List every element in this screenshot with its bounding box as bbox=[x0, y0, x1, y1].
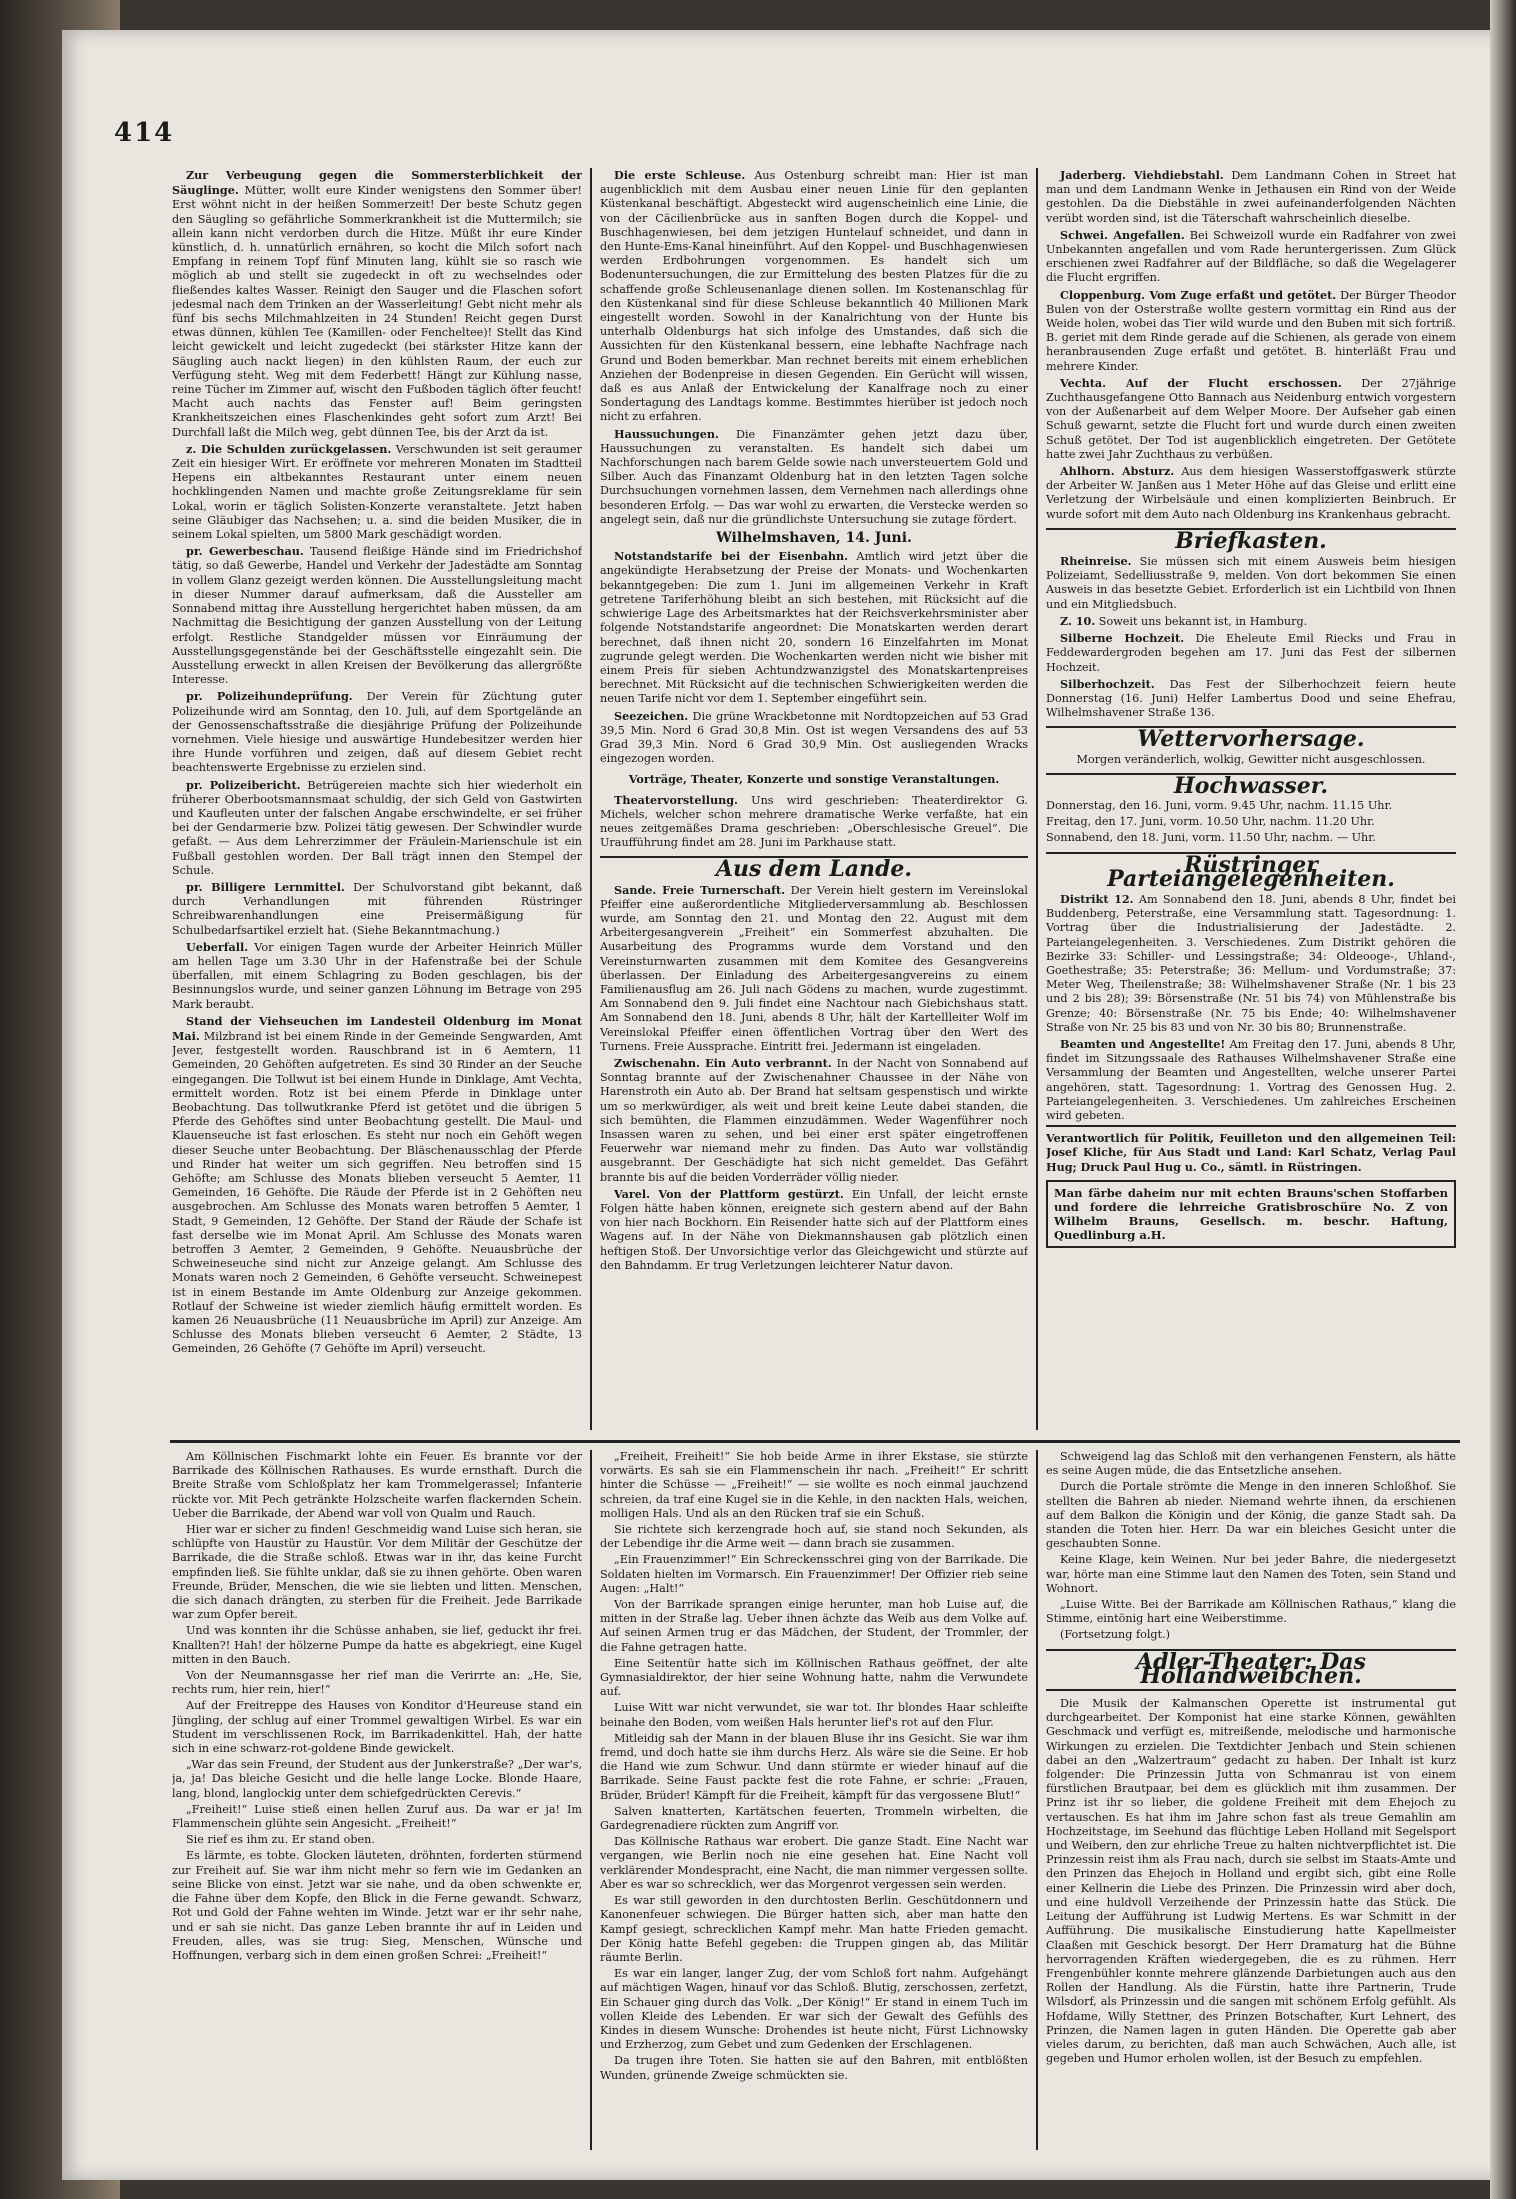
story-paragraph: (Fortsetzung folgt.) bbox=[1060, 1628, 1171, 1642]
article-text: Mütter, wollt eure Kinder wenigstens den Sommer über! Erst wöhnt nicht in der heißen Sommerzeit! Der beste Schutz gegen den Säugling so gefährliche Sommerkrankheit ist die Muttermilch; sie allein kann nicht verdorben durch die Hitze. Müßt ihr eure Kinder künstlich, d. h. unnatürlich ernähren, so kocht die Milch sofort nach Empfang in reinem Topf fünf Minuten lang, kühlt sie so rasch wie möglich ab und stellt sie zugedeckt in oft zu wechselndes oder fließendes kaltes Wasser. Reinigt den Sauger und die Flaschen sofort jedesmal nach dem Trinken an der Wasserleitung! Gebt nicht mehr als fünf bis sechs Milchmahlzeiten in 24 Stunden! Reicht gegen Durst etwas dünnen, kühlen Tee (Kamillen- oder Fencheltee)! Stellt das Kind leicht gewickelt und leicht zugedeckt (bei stärkster Hitze kann der Säugling auch nackt liegen) in den kühlsten Raum, der euch zur Verfügung steht. Weg mit dem Federbett! Hängt zur Kühlung nasse, reine Tücher im Zimmer auf, wischt den Fußboden täglich öfter feucht! Macht auch nachts das Fenster auf! Beim geringsten Krankheitszeichen eines Flaschenkindes geht sofort zum Arzt! Bei Durchfall laßt die Milch weg, gebt dünnen Tee, bis der Arzt da ist. bbox=[172, 184, 582, 439]
article-lead: Ahlhorn. Absturz. bbox=[1060, 464, 1175, 479]
story-paragraph: Es war ein langer, langer Zug, der vom Schloß fort nahm. Aufgehängt auf mächtigen Wagen, hinauf vor das Schloß. Blutig, zerschossen, zerfetzt, Ein Schauer ging durch das Volk. „Der König!“ Er stand in einem Tuch im vollen Kleide des Lebenden. Er war sich der Gewalt des Gefühls des Kindes in diesem Wunsche: Drohendes ist heute nicht, Fürst Lichnowsky und Erzherzog, zum Gebet und zum Gedenken der Erschlagenen. bbox=[600, 1967, 1028, 2052]
article-paragraph bbox=[1046, 614, 1456, 629]
article-lead: Zur Verbeugung gegen die Sommersterblichkeit der Säuglinge. bbox=[172, 168, 582, 198]
article-paragraph bbox=[172, 778, 582, 878]
article-paragraph bbox=[1046, 892, 1456, 1035]
article-paragraph bbox=[172, 689, 582, 775]
article-text: Das Fest der Silberhochzeit feiern heute Donnerstag (16. Juni) Helfer Lambertus Dood und seine Ehefrau, Wilhelmshavener Straße 136. bbox=[1046, 677, 1456, 720]
story-paragraph: Sie rief es ihm zu. Er stand oben. bbox=[186, 1833, 375, 1847]
section-heading: Briefkasten. bbox=[1046, 528, 1456, 548]
article-text: Der Verein hielt gestern im Vereinslokal Pfeiffer eine außerordentliche Mitgliederversammlung ab. Beschlossen wurde, am Sonntag den 21. und Montag den 22. August mit dem Arbeitergesangverein „Freiheit“ ein Sommerfest abzuhalten. Die Ausarbeitung des Programms wurde dem Vorstand und den Vereinsturnwarten zusammen mit dem Komitee des Gesangvereins überlassen. Der Einladung des Arbeitergesangvereins zu einem Familienausflug am 26. Juli nach Gödens zu machen, wurde zugestimmt. Am Sonnabend den 9. Juli findet eine Nachtour nach Giebichshaus statt. Am Sonnabend den 18. Juni, abends 8 Uhr, hält der Kartellleiter Wolf im Vereinslokal Pfeiffer einen öffentlichen Vortrag über den Wert des Turnens. Freie Aussprache. Eintritt frei. Jedermann ist eingeladen. bbox=[600, 883, 1028, 1053]
column-rule bbox=[1036, 168, 1038, 1430]
article-text: In der Nacht von Sonnabend auf Sonntag brannte auf der Zwischenahner Chaussee in der Nähe von Harenstroth ein Auto ab. Der Brand hat seltsam gespenstisch und wirkte um so merkwürdiger, als weit und breit keine Leute dabei standen, die sich bemühten, die Flammen einzudämmen. Weder Wagenführer noch Insassen waren zu sehen, und bei einer erst später eingetroffenen Feuerwehr war niemand mehr zu finden. Das Auto war vollständig ausgebrannt. Der Geschädigte hat sich nicht gemeldet. Das Gefährt brannte bis auf die beiden Vorderräder völlig nieder. bbox=[600, 1056, 1028, 1184]
page-edge bbox=[1490, 0, 1516, 2199]
story-paragraph: „Freiheit, Freiheit!“ Sie hob beide Arme in ihrer Ekstase, sie stürzte vorwärts. Es sah sie ein Flammenschein ihr nach. „Freiheit!“ Er schritt hinter die Schüsse — „Freiheit!“ — sie wollte es noch einmal jauchzend schreien, da traf eine Kugel sie in die Kehle, in den nackten Hals, weichen, molligen Hals. Und als an den Rücken traf sie ein Schuß. bbox=[600, 1450, 1028, 1520]
article-lead: Ueberfall. bbox=[186, 939, 249, 954]
article-paragraph bbox=[1046, 228, 1456, 286]
article-paragraph bbox=[172, 442, 582, 542]
article-paragraph bbox=[1046, 677, 1456, 721]
article-paragraph bbox=[1046, 631, 1456, 675]
article-paragraph bbox=[600, 1187, 1028, 1273]
article-lead: Silberhochzeit. bbox=[1060, 676, 1155, 691]
story-paragraph: Sie richtete sich kerzengrade hoch auf, sie stand noch Sekunden, als der Lebendige ihr die Arme weit — dann brach sie zusammen. bbox=[600, 1523, 1028, 1551]
story-paragraph: Mitleidig sah der Mann in der blauen Bluse ihr ins Gesicht. Sie war ihm fremd, und doch hatte sie ihm durchs Herz. Als wäre sie die Seine. Er hob die Hand wie zum Schwur. Und dann stürmte er wieder hinauf auf die Barrikade. Seine Faust packte fest die rote Fahne, er schrie: „Frauen, Brüder, Brüder! Kämpft für die Freiheit, kämpft für das vergossene Blut!“ bbox=[600, 1731, 1028, 1802]
forecast-text: Morgen veränderlich, wolkig, Gewitter nicht ausgeschlossen. bbox=[1076, 752, 1426, 766]
article-paragraph bbox=[1046, 464, 1456, 522]
article-lead: Distrikt 12. bbox=[1060, 891, 1134, 906]
article-lead: Sande. Freie Turnerschaft. bbox=[614, 882, 786, 897]
section-heading: Hochwasser. bbox=[1046, 773, 1456, 793]
newspaper-page bbox=[62, 30, 1502, 2180]
page-number: 414 bbox=[114, 118, 175, 148]
story-paragraph: Am Köllnischen Fischmarkt lohte ein Feuer. Es brannte vor der Barrikade des Köllnischen Rathauses. Es wurde ernsthaft. Durch die Breite Straße vom Schloßplatz her kam Trommelgerassel; Infanterie rückte vor. Mit Pech getränkte Holzscheite warfen flackernden Schein. Ueber die Barrikade, der Abend war voll von Qualm und Rauch. bbox=[172, 1450, 582, 1520]
article-lead: Haussuchungen. bbox=[614, 426, 719, 441]
tide-line: Freitag, den 17. Juni, vorm. 10.50 Uhr, nachm. 11.20 Uhr. bbox=[1046, 815, 1375, 829]
section-heading: Aus dem Lande. bbox=[600, 856, 1028, 876]
imprint: Verantwortlich für Politik, Feuilleton und den allgemeinen Teil: Josef Kliche, für Aus Stadt und Land: Karl Schatz, Verlag Paul Hug; Druck Paul Hug u. Co., sämtl. in Rüstringen. bbox=[1046, 1125, 1456, 1174]
article-lead: pr. Polizeibericht. bbox=[186, 777, 301, 792]
article-lead: Stand der Viehseuchen im Landesteil Oldenburg im Monat Mai. bbox=[172, 1013, 582, 1043]
article-text: Der 27jährige Zuchthausgefangene Otto Bannach aus Neidenburg entwich vorgestern von der Außenarbeit auf dem Welper Moore. Der Aufseher gab einen Schuß gewarnt, setzte die Flucht fort und wurde durch einen zweiten Schuß getötet. Der Tod ist augenblicklich eingetreten. Der Getötete hatte zwei Jahr Zuchthaus zu verbüßen. bbox=[1046, 376, 1456, 461]
story-paragraph: Und was konnten ihr die Schüsse anhaben, sie lief, geduckt ihr frei. Knallten?! Hah! der hölzerne Pumpe da hatte es abgekriegt, eine Kugel mitten in den Bauch. bbox=[172, 1624, 582, 1666]
article-lead: Notstandstarife bei der Eisenbahn. bbox=[614, 549, 849, 564]
article-paragraph bbox=[1046, 168, 1456, 226]
article-text: Aus dem hiesigen Wasserstoffgaswerk stürzte der Arbeiter W. Janßen aus 1 Meter Höhe auf das Gleise und erlitt eine Verletzung der Wirbelsäule und einen komplizierten Beinbruch. Er wurde sofort mit dem Auto nach Oldenburg ins Krankenhaus gebracht. bbox=[1046, 465, 1456, 521]
story-paragraph: Das Köllnische Rathaus war erobert. Die ganze Stadt. Eine Nacht war vergangen, wie Berlin noch nie eine gesehen hat. Eine Nacht voll verklärender Mondespracht, eine Nacht, die man nimmer vergessen sollte. Aber es war so schrecklich, wer das Morgenrot vergessen sein werden. bbox=[600, 1835, 1028, 1891]
section-subheading: Vorträge, Theater, Konzerte und sonstige Veranstaltungen. bbox=[628, 772, 1000, 787]
article-paragraph bbox=[600, 549, 1028, 706]
story-paragraph: „Freiheit!“ Luise stieß einen hellen Zuruf aus. Da war er ja! Im Flammenschein glühte sein Angesicht. „Freiheit!“ bbox=[172, 1802, 582, 1831]
story-paragraph: Durch die Portale strömte die Menge in den inneren Schloßhof. Sie stellten die Bahren ab nieder. Niemand wehrte ihnen, da erschienen auf dem Balkon die Königin und der König, die ganze Stadt sah. Da standen die Toten hier. Herr. Da war ein bleiches Gesicht unter die geschaubten Sonne. bbox=[1046, 1480, 1456, 1551]
article-paragraph bbox=[600, 1056, 1028, 1185]
article-paragraph bbox=[172, 168, 582, 440]
article-paragraph bbox=[600, 427, 1028, 527]
article-paragraph bbox=[600, 883, 1028, 1054]
article-paragraph bbox=[1046, 288, 1456, 374]
article-lead: Z. 10. bbox=[1060, 613, 1096, 628]
column-rule bbox=[590, 168, 592, 1430]
article-paragraph bbox=[600, 793, 1028, 851]
story-paragraph: Luise Witt war nicht verwundet, sie war tot. Ihr blondes Haar schleifte beinahe den Boden, vom weißen Hals herunter lief's rot auf den Flur. bbox=[600, 1701, 1028, 1729]
story-paragraph: Schweigend lag das Schloß mit den verhangenen Fenstern, als hätte es seine Augen müde, die das Entsetzliche ansehen. bbox=[1046, 1450, 1456, 1478]
article-lead: z. Die Schulden zurückgelassen. bbox=[186, 441, 392, 456]
story-paragraph: Salven knatterten, Kartätschen feuerten, Trommeln wirbelten, die Gardegrenadiere rückten zum Angriff vor. bbox=[600, 1804, 1028, 1833]
article-text: Die grüne Wrackbetonne mit Nordtopzeichen auf 53 Grad 39,5 Min. Nord 6 Grad 30,8 Min. Ost ist wegen Versandens des auf 53 Grad 39,3 Min. Nord 6 Grad 30,9 Min. Ost ausliegenden Wracks eingezogen worden. bbox=[600, 709, 1028, 766]
article-text: Ein Unfall, der leicht ernste Folgen hätte haben können, ereignete sich gestern abend auf der Bahn von hier nach Bockhorn. Ein Reisender hatte sich auf der Plattform eines Wagens auf. In der Nähe von Diekmannshausen gab plötzlich einen heftigen Stoß. Der Unvorsichtige verlor das Gleichgewicht und stürzte auf den Bahndamm. Er trug Verletzungen leichterer Natur davon. bbox=[600, 1187, 1028, 1272]
story-paragraph: Von der Neumannsgasse her rief man die Verirrte an: „He, Sie, rechts rum, hier rein, hier!“ bbox=[172, 1669, 582, 1697]
theater-review-title: Adler-Theater: Das Hollandweibchen. bbox=[1046, 1649, 1456, 1691]
story-paragraph: Da trugen ihre Toten. Sie hatten sie auf den Bahren, mit entblößten Wunden, grünende Zweige schmückten sie. bbox=[600, 2054, 1028, 2082]
story-paragraph: Es lärmte, es tobte. Glocken läuteten, dröhnten, forderten stürmend zur Freiheit auf. Sie war ihm nicht mehr so fern wie im Gedanken an seine Blicke von einst. Jetzt war sie nahe, und da oben schwenkte er, die Fahne über dem Kopfe, den Blick in die Ferne gewandt. Schwarz, Rot und Gold der Fahne wehten im Winde. Jetzt war er ihr sehr nahe, und er sah sie nicht. Das ganze Leben brannte ihr auf in Leiden und Freuden, alles, was sie trug: Sieg, Menschen, Wünsche und Hoffnungen, verbarg sich in dem einen großen Schrei: „Freiheit!“ bbox=[172, 1849, 582, 1962]
tide-line: Donnerstag, den 16. Juni, vorm. 9.45 Uhr, nachm. 11.15 Uhr. bbox=[1046, 798, 1393, 812]
article-paragraph bbox=[172, 1014, 582, 1357]
article-paragraph bbox=[1046, 1037, 1456, 1123]
article-lead: Zwischenahn. Ein Auto verbrannt. bbox=[614, 1055, 832, 1070]
article-text: Der Verein für Züchtung guter Polizeihunde wird am Sonntag, den 10. Juli, auf dem Sportgelände an der Genossenschaftsstraße die diesjährige Prüfung der Polizeihunde vornehmen. Viele hiesige und auswärtige Hundebesitzer werden hier ihre Hunde vorführen und zeigen, daß auf diesem Gebiet recht beachtenswerte Ergebnisse zu erzielen sind. bbox=[172, 690, 582, 775]
story-paragraph: „Luise Witte. Bei der Barrikade am Köllnischen Rathaus,“ klang die Stimme, eintönig hart eine Weiberstimme. bbox=[1046, 1598, 1456, 1626]
article-lead: Beamten und Angestellte! bbox=[1060, 1036, 1226, 1051]
article-paragraph bbox=[172, 880, 582, 938]
column-rule bbox=[590, 1450, 592, 2150]
article-paragraph bbox=[172, 544, 582, 687]
article-lead: Die erste Schleuse. bbox=[614, 168, 746, 182]
article-lead: Jaderberg. Viehdiebstahl. bbox=[1060, 168, 1224, 182]
article-text: Sie müssen sich mit einem Ausweis beim hiesigen Polizeiamt, Sedelliusstraße 9, melden. Von dort bekommen Sie einen Ausweis in das besetzte Gebiet. Erforderlich ist ein Lichtbild von Ihnen und ein Mitgliedsbuch. bbox=[1046, 555, 1456, 611]
section-heading: Wettervorhersage. bbox=[1046, 726, 1456, 746]
section-divider bbox=[170, 1440, 1460, 1443]
article-text: Die Finanzämter gehen jetzt dazu über, Haussuchungen zu veranstalten. Es handelt sich dabei um Nachforschungen nach barem Gelde sowie nach unversteuertem Gold und Silber. Auch das Finanzamt Oldenburg hat in den letzten Tagen solche Durchsuchungen vornehmen lassen, dem Vernehmen nach allerdings ohne besonderen Erfolg. — Das war wohl zu erwarten, die Verstecke werden so angelegt sein, daß nur die gründlichste Untersuchung sie zutage fördert. bbox=[600, 427, 1028, 526]
article-lead: pr. Polizeihundeprüfung. bbox=[186, 689, 353, 704]
article-text: Am Sonnabend den 18. Juni, abends 8 Uhr, findet bei Buddenberg, Peterstraße, eine Versammlung statt. Tagesordnung: 1. Vortrag über die Industrialisierung der Jadestädte. 2. Parteiangelegenheiten. 3. Verschiedenes. Zum Distrikt gehören die Bezirke 33: Schiller- und Lessingstraße; 34: Oldeooge-, Uhland-, Goethestraße; 35: Peterstraße; 36: Mellum- und Vordumstraße; 37: Meter Weg, Theilenstraße; 38: Wilhelmshavener Straße (Nr. 1 bis 23 und 2 bis 28); 39: Börsenstraße (Nr. 51 bis 74) von Mühlenstraße bis Grenze; 40: Börsenstraße (Nr. 75 bis Ende; 40: Wilhelmshavener Straße von Nr. 25 bis 83 und von Nr. 30 bis 80; Brunnenstraße. bbox=[1046, 892, 1456, 1034]
theater-review-text: Die Musik der Kalmanschen Operette ist instrumental gut durchgearbeitet. Der Komponist hat eine starke Können, gewählten Geschmack und verfügt es, mitreißende, melodische und harmonische Wirkungen zu erzielen. Die Textdichter Jenbach und Stein schienen dabei an den „Walzertraum“ gedacht zu haben. Der Inhalt ist kurz folgender: Die Prinzessin Jutta von Schmanrau ist von einem fürstlichen Brautpaar, bei dem es glücklich mit ihm zusammen. Der Prinz ist ihr so lieber, die goldene Freiheit mit dem Ehejoch zu vertauschen. Es hat ihm im Jahre schon fast als treue Gemahlin am Hochzeitstage, im Seehund das flüchtige Leben Holland mit Segelsport und Weibern, den zur ehrliche Treue zu halten nichtverpflichtet ist. Die Prinzessin reist ihm als Frau nach, durch sie selbst im Staats-Amte und den Prinzen das Ehejoch in Holland und ergibt sich, gibt eine Rolle einer Kellnerin die Liebe des Prinzen. Die Prinzessin wird aber doch, und eine huldvoll Verzeihende der Prinzessin hatte das Stück. Die Leitung der Aufführung ist Ludwig Mertens. Es war Schmitt in der Aufführung. Die musikalische Einstudierung hatte Kapellmeister Claaßen mit Geschick besorgt. Der Herr Dramaturg hat die Bühne hervorragenden Kräften wiedergegeben, die es zu rühmen. Herr Frengenbühler konnte mehrere glänzende Darbietungen auch aus den Rollen der Handlung. Als die Fürstin, hatte ihre Partnerin, Trude Wilsdorf, als Prinzessin und die sangen mit schönem Erfolg gefühlt. Als Hofdame, Willy Stettner, des Prinzen Botschafter, Kurt Lehnert, des Prinzen, die Namen lagen in guten Händen. Die Operette gab aber vieles darum, zu berichten, daß man auch Schwächen, Auch alle, ist gegeben und Humor erholen wollen, ist der Besuch zu empfehlen. bbox=[1046, 1697, 1456, 2066]
article-text: Uns wird geschrieben: Theaterdirektor G. Michels, welcher schon mehrere dramatische Werke verfaßte, hat ein neues zeitgemäßes Drama geschrieben: „Oberschlesische Greuel“. Die Uraufführung findet am 28. Juni im Parkhause statt. bbox=[600, 793, 1028, 850]
article-lead: Silberne Hochzeit. bbox=[1060, 631, 1185, 646]
article-lead: Theatervorstellung. bbox=[614, 792, 738, 807]
story-paragraph: Hier war er sicher zu finden! Geschmeidig wand Luise sich heran, sie schlüpfte von Haustür zu Haustür. Vor dem Militär der Geschütze der Barrikade, die die Straße schloß. Etwas war in ihr, das keine Furcht empfinden ließ. Sie fühlte unklar, daß sie zu ihnen gehörte. Oben waren Freunde, Brüder, Menschen, die wie sie liebten und litten. Menschen, die sich danach drängten, zu sterben für die Freiheit. Jede Barrikade war zum Opfer bereit. bbox=[172, 1523, 582, 1622]
article-text: Vor einigen Tagen wurde der Arbeiter Heinrich Müller am hellen Tage um 3.30 Uhr in der Hafenstraße bei der Schule überfallen, mit einem Schlagring zu Boden geschlagen, bis der Besinnungslos wurde, und seiner ganzen Löhnung im Betrage von 295 Mark beraubt. bbox=[172, 940, 582, 1011]
tide-line: Sonnabend, den 18. Juni, vorm. 11.50 Uhr, nachm. — Uhr. bbox=[1046, 831, 1376, 845]
article-lead: Seezeichen. bbox=[614, 708, 689, 723]
article-text: Am Freitag den 17. Juni, abends 8 Uhr, findet im Sitzungssaale des Rathauses Wilhelmshavener Straße eine Versammlung der Beamten und Angestellten, welche unserer Partei angehören, statt. Tagesordnung: 1. Vortrag des Genossen Hug. 2. Parteiangelegenheiten. 3. Verschiedenes. Um zahlreiches Erscheinen wird gebeten. bbox=[1046, 1037, 1456, 1122]
story-paragraph: Eine Seitentür hatte sich im Köllnischen Rathaus geöffnet, der alte Gymnasialdirektor, der hier seine Wohnung hatte, nahm die Verwundete auf. bbox=[600, 1656, 1028, 1699]
bottom-column-3 bbox=[1046, 1450, 1456, 2150]
article-paragraph bbox=[172, 940, 582, 1012]
article-text: Der Schulvorstand gibt bekannt, daß durch Verhandlungen mit führenden Rüstringer Schreibwarenhandlungen eine Preisermäßigung für Schulbedarfsartikel erzielt hat. (Siehe Bekanntmachung.) bbox=[172, 880, 582, 937]
section-heading: Rüstringer Parteiangelegenheiten. bbox=[1046, 852, 1456, 886]
article-text: Dem Landmann Cohen in Street hat man und dem Landmann Wenke in Jethausen ein Rind von der Weide gestohlen. Da die Diebstähle in zwei aufeinanderfolgenden Nächten verübt worden sind, ist die Täterschaft wahrscheinlich dieselbe. bbox=[1046, 169, 1456, 225]
column-rule bbox=[1036, 1450, 1038, 2150]
top-column-2 bbox=[600, 168, 1028, 1430]
article-lead: Cloppenburg. Vom Zuge erfaßt und getötet. bbox=[1060, 287, 1337, 302]
story-paragraph: „Ein Frauenzimmer!“ Ein Schreckensschrei ging von der Barrikade. Die Soldaten hielten im Vormarsch. Ein Frauenzimmer! Der Offizier rieb seine Augen: „Halt!“ bbox=[600, 1553, 1028, 1595]
story-paragraph: Es war still geworden in den durchtosten Berlin. Geschütdonnern und Kanonenfeuer schwiegen. Die Bürger hatten sich, aber man hatte den Kampf gesiegt, schrecklichen Kampf mehr. Man hatte Frieden gemacht. Der König hatte Befehl gegeben: die Truppen gingen ab, das Militär räumte Berlin. bbox=[600, 1894, 1028, 1964]
story-paragraph: Von der Barrikade sprangen einige herunter, man hob Luise auf, die mitten in der Straße lag. Ueber ihnen ächzte das Weib aus dem Volke auf. Auf seinen Armen trug er das Mädchen, der Student, der Trommler, der die Fahne getragen hatte. bbox=[600, 1598, 1028, 1654]
advertisement-box: Man färbe daheim nur mit echten Brauns'schen Stoffarben und fordere die lehrreiche Gratisbroschüre No. Z von Wilhelm Brauns, Gesellsch. m. beschr. Haftung, Quedlinburg a.H. bbox=[1046, 1180, 1456, 1248]
story-paragraph: „War das sein Freund, der Student aus der Junkerstraße? „Der war's, ja, ja! Das bleiche Gesicht und die helle lange Locke. Blonde Haare, lang, blond, langlockig unter dem schiefgedrückten Cerevis.“ bbox=[172, 1758, 582, 1800]
article-text: Betrügereien machte sich hier wiederholt ein früherer Oberbootsmannsmaat schuldig, der sich Geld von Gastwirten und Kaufleuten unter der falschen Angabe erschwindelte, er sei früher bei der Gendarmerie bzw. Polizei tätig gewesen. Der Schwindler wurde gefaßt. — Aus dem Lehrerzimmer der Fräulein-Marienschule ist ein Fußball gestohlen worden. Der Ball trägt innen den Stempel der Schule. bbox=[172, 778, 582, 877]
article-text: Aus Ostenburg schreibt man: Hier ist man augenblicklich mit dem Ausbau einer neuen Linie für den geplanten Küstenkanal beschäftigt. Abgesteckt wird augenscheinlich eine Linie, die von der Cäcilienbrücke aus in sanften Bogen durch die Koppel- und Buschhagenwiesen, bei dem jetzigen Huntelauf schneidet, und dann in den Hunte-Ems-Kanal hineinführt. Auf den Koppel- und Buschhagenwiesen werden Erdbohrungen vorgenommen. Es handelt sich um Bodenuntersuchungen, die zur Ermittelung des besten Platzes für die zu schaffende große Schleusenanlage dienen sollen. Im Kostenanschlag für den Küstenkanal sind für diese Schleuse bekanntlich 40 Millionen Mark eingestellt worden. Sowohl in der Kanalrichtung von der Hunte bis unterhalb Oldenburgs hat sich infolge des Umstandes, daß sich die Aussichten für den Küstenkanal bessern, eine lebhafte Nachfrage nach Grund und Boden bemerkbar. Man rechnet bereits mit einem erheblichen Anziehen der Bodenpreise in diesen Gegenden. Ein Gerücht will wissen, daß es aus Anlaß der Entwickelung der Kanalfrage noch zu einer Sondertagung des Landtags komme. Bestimmtes hierüber ist jedoch noch nicht zu erfahren. bbox=[600, 169, 1028, 424]
article-paragraph bbox=[1046, 554, 1456, 612]
dateline: Wilhelmshaven, 14. Juni. bbox=[716, 530, 912, 547]
bottom-column-2 bbox=[600, 1450, 1028, 2150]
article-lead: Varel. Von der Plattform gestürzt. bbox=[614, 1186, 844, 1201]
article-text: Tausend fleißige Hände sind im Friedrichshof tätig, so daß Gewerbe, Handel und Verkehr der Jadestädte am Sonntag in vollem Glanz gezeigt werden können. Die Ausstellungsleitung macht in dieser Nummer darauf aufmerksam, daß die Aussteller am Sonnabend mittag ihre Ausstellung hergerichtet haben müssen, da am Nachmittag die Besichtigung der ganzen Ausstellung von der Leitung erfolgt. Restliche Standgelder müssen vor Einräumung der Ausstellungsgegenstände bei der Geschäftsstelle eingezahlt sein. Die Ausstellung erweckt in allen Kreisen der Bevölkerung das allergrößte Interesse. bbox=[172, 545, 582, 687]
article-text: Bei Schweizoll wurde ein Radfahrer von zwei Unbekannten angefallen und vom Rade heruntergerissen. Zum Glück erschienen zwei Radfahrer auf der Bildfläche, so daß die Wegelagerer die Flucht ergriffen. bbox=[1046, 228, 1456, 285]
story-paragraph: Auf der Freitreppe des Hauses von Konditor d'Heureuse stand ein Jüngling, der schlug auf einer Trommel gewaltigen Wirbel. Es war ein Student im verschlissenen Rock, im Barrikadenkittel. Hah, der hatte sich in eine schwarz-rot-goldene Binde gewickelt. bbox=[172, 1699, 582, 1756]
article-text: Amtlich wird jetzt über die angekündigte Herabsetzung der Preise der Monats- und Wochenkarten bekanntgegeben: Die zum 1. Juni im allgemeinen Verkehr in Kraft getretene Tariferhöhung bleibt an sich bestehen, mit Rücksicht auf die schwierige Lage des Arbeitsmarktes hat der Reichsverkehrsminister aber folgende Notstandstarife angeordnet: Die Monatskarten werden derart berechnet, daß ihnen nicht 20, sondern 16 Einzelfahrten im Monat zugrunde gelegt werden. Die Wochenkarten werden nicht wie bisher mit einem Preis für sieben Achtundzwanzigstel des Monatskartenpreises berechnet. Mit Rücksicht auf die technischen Schwierigkeiten werden die neuen Tarife nicht vor dem 1. September eingeführt sein. bbox=[600, 550, 1028, 706]
article-paragraph bbox=[1046, 376, 1456, 462]
story-paragraph: Keine Klage, kein Weinen. Nur bei jeder Bahre, die niedergesetzt war, hörte man eine Stimme laut den Namen des Toten, sein Stand und Wohnort. bbox=[1046, 1553, 1456, 1595]
article-lead: Vechta. Auf der Flucht erschossen. bbox=[1060, 375, 1342, 390]
article-paragraph bbox=[600, 709, 1028, 767]
article-paragraph bbox=[600, 168, 1028, 425]
top-column-3 bbox=[1046, 168, 1456, 1430]
article-lead: pr. Gewerbeschau. bbox=[186, 544, 304, 559]
article-text: Soweit uns bekannt ist, in Hamburg. bbox=[1098, 614, 1308, 628]
article-lead: pr. Billigere Lernmittel. bbox=[186, 879, 345, 894]
article-text: Milzbrand ist bei einem Rinde in der Gemeinde Sengwarden, Amt Jever, festgestellt worden. Rauschbrand ist in 6 Aemtern, 11 Gemeinden, 20 Gehöften aufgetreten. Es sind 30 Rinder an der Seuche eingegangen. Die Tollwut ist bei einem Hunde in Dinklage, Amt Vechta, ermittelt worden. Rotz ist bei einem Pferde in Dinklage unter Beobachtung. Das tollwutkranke Pferd ist getötet und die übrigen 5 Pferde des Gehöftes sind unter Beobachtung gestellt. Die Maul- und Klauenseuche ist fast erloschen. Es steht nur noch ein Gehöft wegen dieser Seuche unter Beobachtung. Der Bläschenausschlag der Pferde und Rinder hat weiter um sich gegriffen. Neu betroffen sind 15 Gehöfte; am Schlusse des Monats blieben verseucht 5 Aemter, 11 Gemeinden, 16 Gehöfte. Die Räude der Pferde ist in 2 Gehöften neu ausgebrochen. Am Schlusse des Monats waren betroffen 5 Aemter, 1 Stadt, 9 Gemeinden, 12 Gehöfte. Der Stand der Räude der Schafe ist fast derselbe wie im Monat April. Am Schlusse des Monats waren betroffen 3 Aemter, 2 Gemeinden, 9 Gehöfte. Neuausbrüche der Schweineseuche sind nicht zur Anzeige gelangt. Am Schlusse des Monats waren noch 2 Gemeinden, 6 Gehöfte verseucht. Schweinepest ist in einem Bestande im Amte Oldenburg zur Anzeige gekommen. Rotlauf der Schweine ist wieder ziemlich häufig ermittelt worden. Es kamen 26 Neuausbrüche (11 Neuausbrüche im April) zur Anzeige. Am Schlusse des Monats blieben verseucht 6 Aemter, 2 Städte, 13 Gemeinden, 26 Gehöfte (7 Gehöfte im April) verseucht. bbox=[172, 1029, 582, 1356]
article-lead: Rheinreise. bbox=[1060, 554, 1132, 569]
top-column-1 bbox=[172, 168, 582, 1430]
article-lead: Schwei. Angefallen. bbox=[1060, 227, 1185, 242]
article-text: Die Eheleute Emil Riecks und Frau in Feddewardergroden begehen am 17. Juni das Fest der silbernen Hochzeit. bbox=[1046, 632, 1456, 674]
article-text: Der Bürger Theodor Bulen von der Osterstraße wollte gestern vormittag ein Rind aus der Weide holen, wobei das Tier wild wurde und den Buben mit sich fortriß. B. geriet mit dem Rinde gerade auf die Schienen, als gerade von einem heranbrausenden Zuge erfaßt und getötet. B. hinterläßt Frau und mehrere Kinder. bbox=[1046, 288, 1456, 373]
bottom-column-1 bbox=[172, 1450, 582, 2150]
article-text: Verschwunden ist seit geraumer Zeit ein hiesiger Wirt. Er eröffnete vor mehreren Monaten im Stadtteil Hepens ein altbekanntes Restaurant unter einem neuen hochklingenden Namen und machte große Zeitungsreklame für sein Lokal, worin er täglich Solisten-Konzerte veranstaltete. Jetzt haben seine Gläubiger das Nachsehen; u. a. sind die beiden Musiker, die in seinem Lokal spielten, um 5800 Mark geschädigt worden. bbox=[172, 442, 582, 542]
